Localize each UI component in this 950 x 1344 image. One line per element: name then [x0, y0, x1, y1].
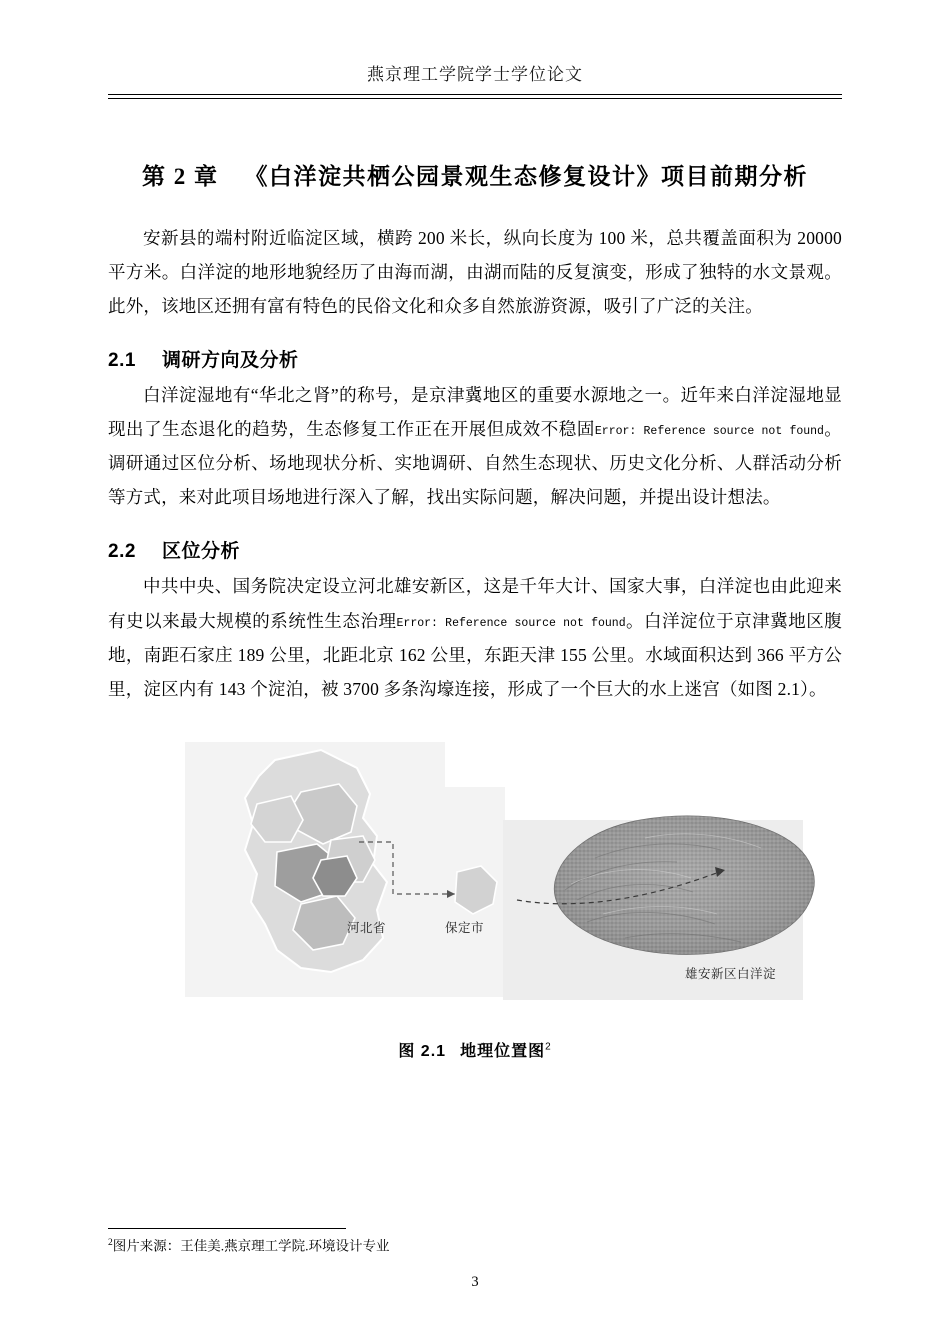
section-2-1-text-part2: 。调研通过区位分析、场地现状分析、实地调研、自然生态现状、历史文化分析、人群活动分析等方式，来对此项目场地进行深入了解，找出实际问题，解决问题，并提出设计想法。	[108, 419, 843, 508]
chapter-number: 第 2 章	[142, 164, 219, 189]
section-heading-2-2	[108, 536, 842, 563]
figure-caption	[108, 1038, 842, 1061]
figure-caption-number: 图 2.1	[398, 1042, 447, 1060]
map-label-province: 河北省	[347, 920, 387, 935]
footnote	[108, 1236, 708, 1257]
figure-image	[125, 732, 825, 1022]
section-2-1-paragraph	[108, 378, 842, 515]
section-number-2-1: 2.1	[108, 349, 136, 371]
error-reference-2: Error: Reference source not found	[396, 616, 626, 630]
page-content	[108, 160, 842, 1061]
figure-caption-title: 地理位置图	[460, 1042, 546, 1060]
header-rule-top	[108, 94, 842, 95]
section-2-2-text-part2: 。白洋淀位于京津冀地区腹地，南距石家庄 189 公里，北距北京 162 公里，东距天津 155 公里。水域面积达到 366 平方公里，淀区内有 143 个淀泊，被 3700 多条沟壕连接，形成了一个巨大的水上迷宫（如图 2.1）。	[108, 610, 842, 699]
map-label-area: 雄安新区白洋淀	[685, 966, 777, 981]
section-heading-2-1	[108, 345, 842, 372]
section-number-2-2: 2.2	[108, 541, 136, 563]
section-2-2-text-part1: 中共中央、国务院决定设立河北雄安新区，这是千年大计、国家大事，白洋淀也由此迎来有史以来最大规模的系统性生态治理	[108, 576, 842, 631]
header-rule-bottom	[108, 98, 842, 99]
figure-caption-superscript: 2	[545, 1041, 552, 1053]
chapter-heading	[108, 160, 842, 195]
figure-2-1	[108, 732, 842, 1061]
error-reference-1: Error: Reference source not found	[594, 425, 824, 438]
section-title-2-2: 区位分析	[162, 541, 241, 563]
page-number: 3	[471, 1274, 479, 1290]
section-2-1-text-part1: 白洋淀湿地有“华北之肾”的称号，是京津冀地区的重要水源地之一。近年来白洋淀湿地显现出了生态退化的趋势，生态修复工作正在开展但成效不稳固	[108, 384, 842, 439]
footnote-marker: 2	[108, 1238, 113, 1248]
footnote-separator	[108, 1228, 346, 1229]
baiyangdian-lake-shape	[554, 816, 814, 954]
footnote-text: 图片来源：王佳美.燕京理工学院.环境设计专业	[112, 1238, 390, 1254]
running-header: 燕京理工学院学士学位论文	[367, 65, 583, 84]
chapter-title-text: 《白洋淀共栖公园景观生态修复设计》项目前期分析	[244, 164, 808, 189]
section-2-2-paragraph	[108, 569, 842, 706]
intro-paragraph: 安新县的端村附近临淀区域，横跨 200 米长，纵向长度为 100 米，总共覆盖面积为 20000 平方米。白洋淀的地形地貌经历了由海而湖，由湖而陆的反复演变，形成了独特的水文景观。此外，该地区还拥有富有特色的民俗文化和众多自然旅游资源，吸引了广泛的关注。	[108, 227, 842, 316]
map-label-city: 保定市	[445, 920, 485, 935]
section-title-2-1: 调研方向及分析	[162, 349, 299, 371]
